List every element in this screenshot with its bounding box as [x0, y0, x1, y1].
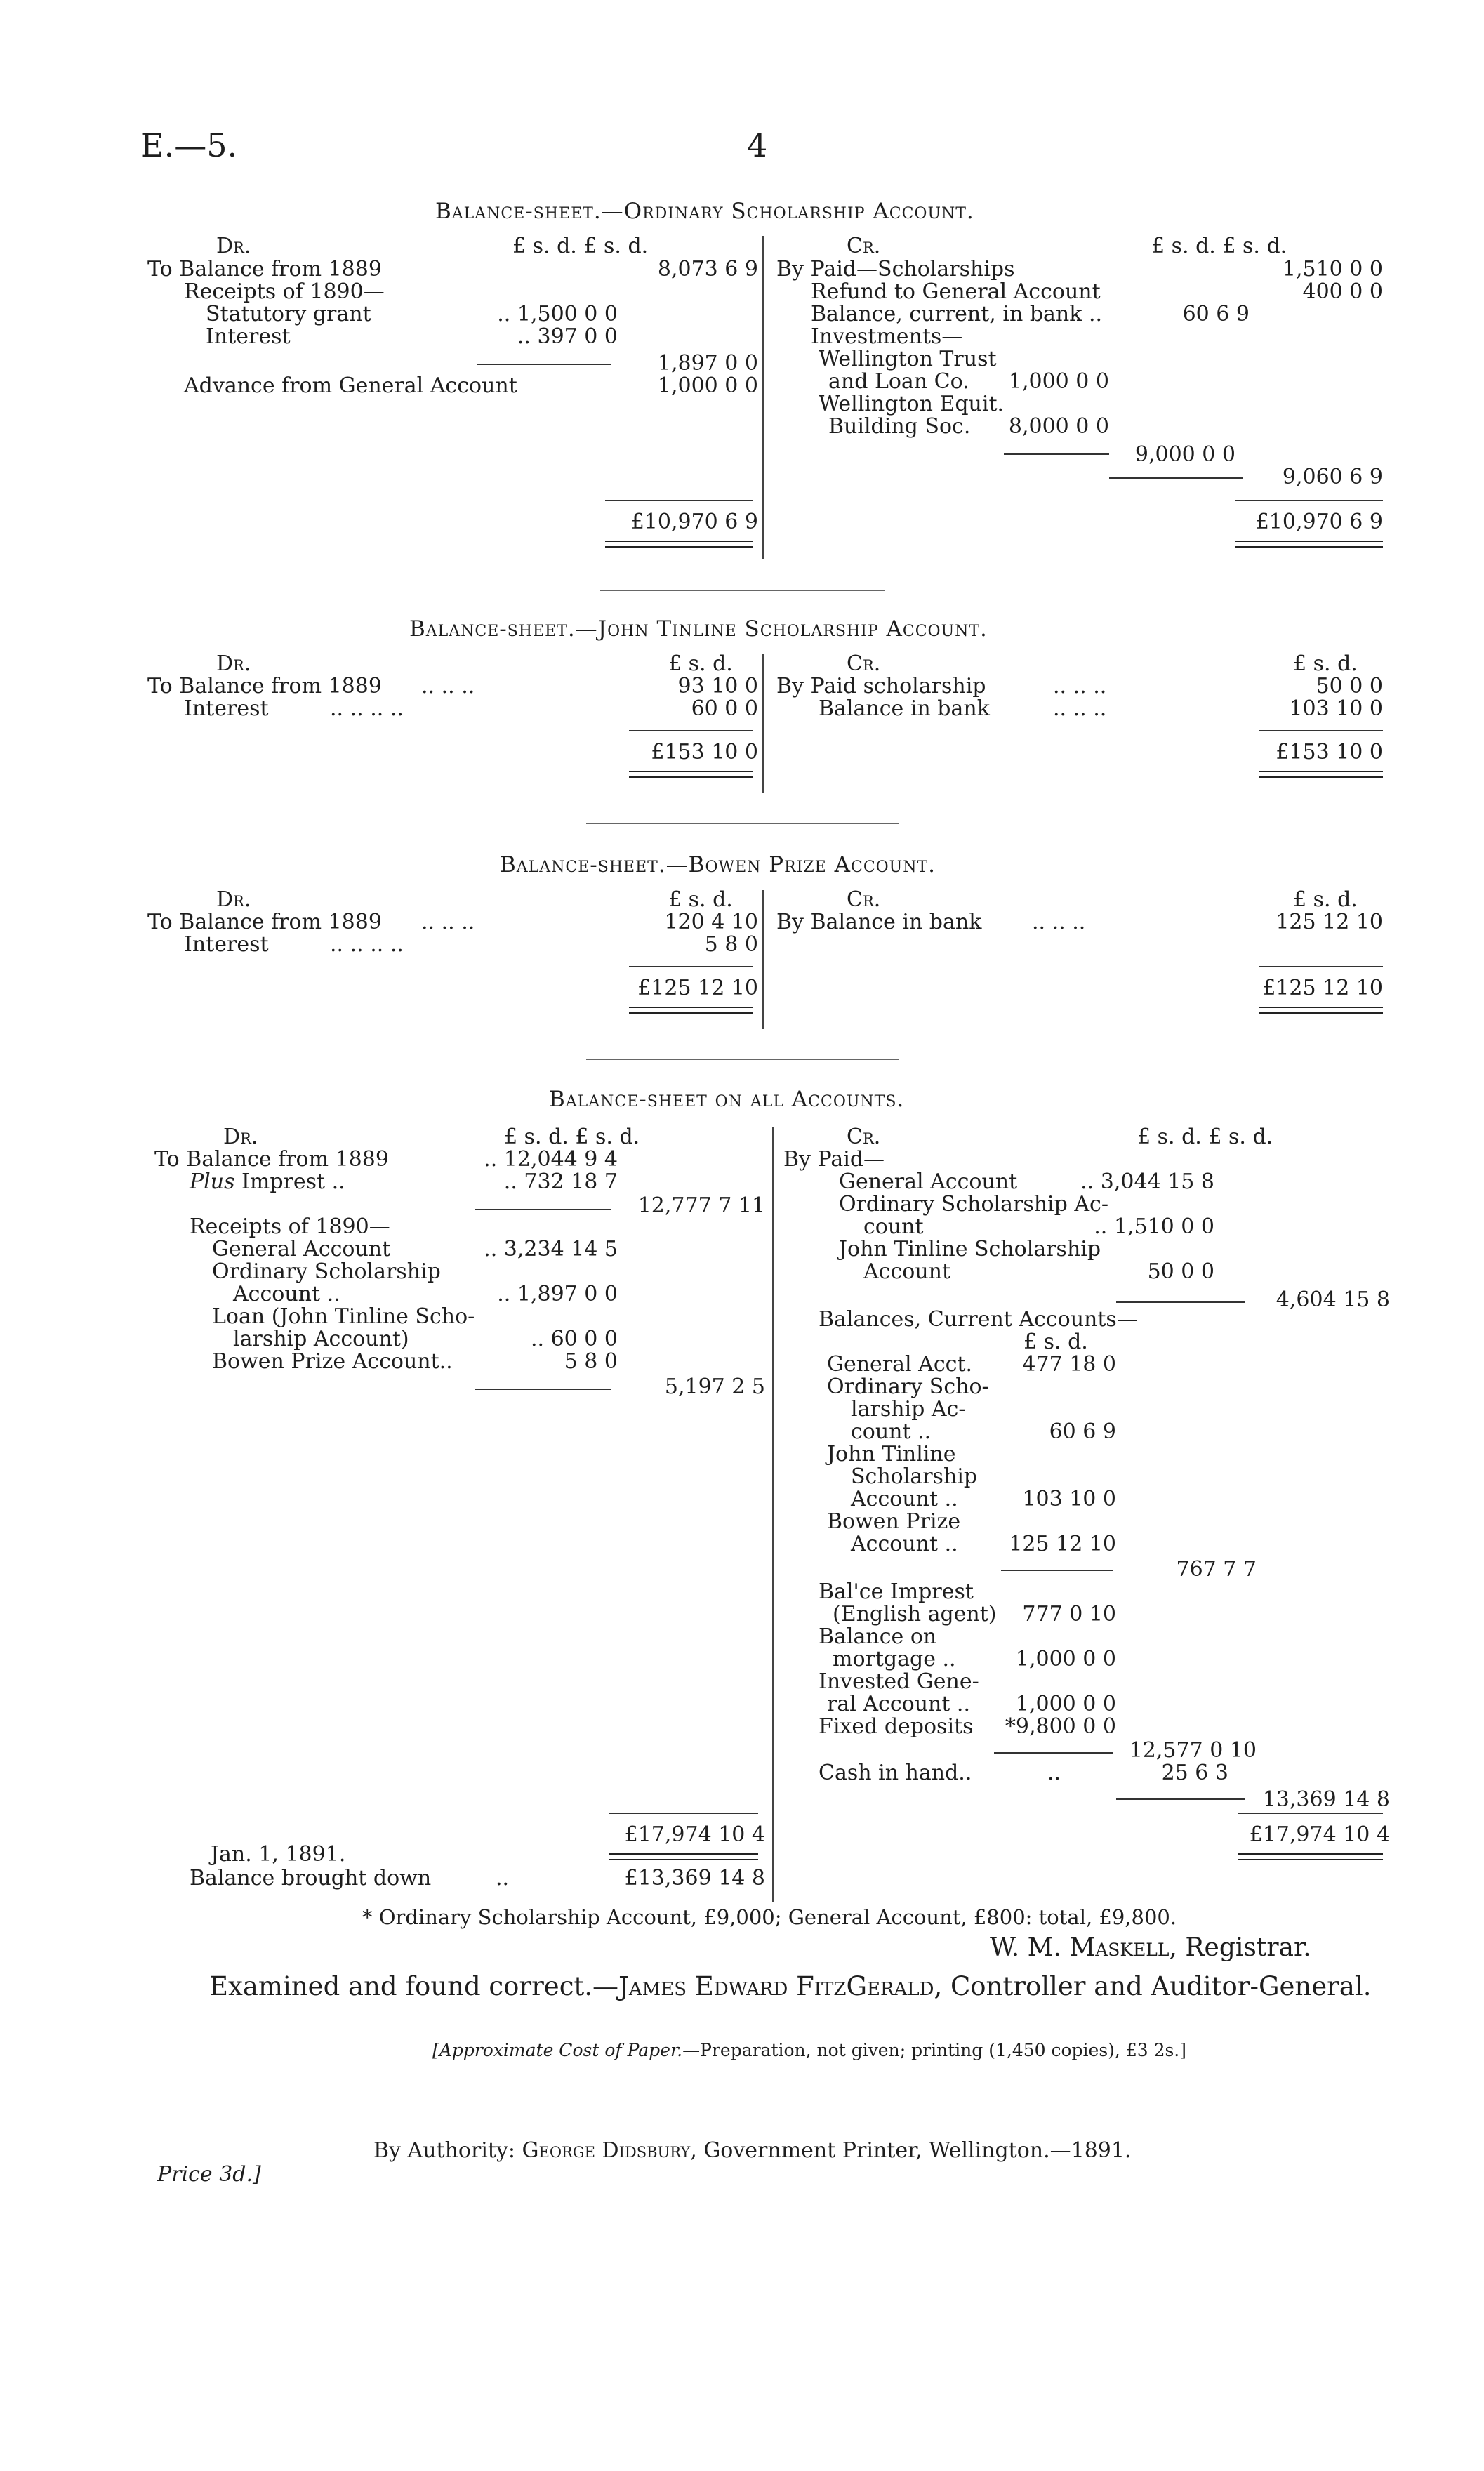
all-c1: General Acct.	[827, 1352, 973, 1377]
tinline-l2-dots: .. .. .. ..	[330, 696, 404, 721]
all-d8: Cash in hand..	[819, 1761, 972, 1785]
all-c4: count ..	[851, 1419, 932, 1444]
all-a2-value: .. 732 18 7	[503, 1170, 618, 1194]
all-b6-rule	[1116, 1301, 1245, 1303]
all-b4-value: .. 1,510 0 0	[1094, 1214, 1214, 1239]
tinline-dr-cols: £ s. d.	[668, 651, 733, 676]
ordinary-r2-value: 400 0 0	[1302, 279, 1383, 304]
all-a2-plus: Plus	[190, 1170, 235, 1194]
bowen-left-rule	[629, 966, 753, 967]
tinline-l1-value: 93 10 0	[677, 674, 758, 698]
tinline-l1: To Balance from 1889	[147, 674, 382, 698]
ordinary-invest-rule	[1004, 453, 1109, 455]
all-bbd: Balance brought down	[190, 1866, 432, 1890]
all-b4: count	[863, 1214, 924, 1239]
ordinary-dr-cols: £ s. d. £ s. d.	[512, 234, 649, 258]
all-b6: Account	[863, 1259, 951, 1284]
ordinary-r2: Refund to General Account	[811, 279, 1101, 304]
tinline-divider	[762, 654, 764, 793]
bowen-left-total: £125 12 10	[637, 976, 758, 1000]
all-c1-value: 477 18 0	[1022, 1352, 1116, 1377]
ordinary-right-total: £10,970 6 9	[1255, 510, 1383, 534]
bowen-l1-dots: .. .. ..	[421, 910, 475, 934]
bowen-cr-cols: £ s. d.	[1293, 887, 1358, 912]
ordinary-l4-value: .. 397 0 0	[517, 324, 618, 349]
all-right-rule	[1238, 1813, 1383, 1814]
bowen-l2-value: 5 8 0	[704, 932, 758, 957]
ordinary-left-rule	[605, 500, 753, 501]
all-b3: Ordinary Scholarship Ac-	[839, 1192, 1108, 1217]
page-number: 4	[747, 126, 768, 164]
registrar-initials: W. M.	[990, 1933, 1070, 1962]
tinline-r2-dots: .. .. ..	[1053, 696, 1107, 721]
all-right-double-rule	[1238, 1853, 1383, 1860]
ordinary-r1: By Paid—Scholarships	[776, 257, 1015, 281]
price: Price 3d.]	[157, 2162, 261, 2187]
ordinary-l4-total: 1,897 0 0	[657, 351, 758, 376]
ordinary-divider	[762, 236, 764, 559]
auditor-name: James Edward FitzGerald	[618, 1971, 934, 2001]
all-d8-rule	[1116, 1798, 1245, 1800]
all-d2-value: 777 0 10	[1022, 1602, 1116, 1627]
all-a1-value: .. 12,044 9 4	[484, 1147, 618, 1172]
section-separator	[600, 590, 885, 591]
printer-authority: By Authority:	[373, 2138, 522, 2163]
all-divider	[772, 1127, 774, 1902]
tinline-left-total: £153 10 0	[651, 740, 758, 764]
all-d7-value: *9,800 0 0	[1005, 1714, 1116, 1739]
ordinary-cr-cols: £ s. d. £ s. d.	[1151, 234, 1287, 258]
ordinary-l1-value: 8,073 6 9	[657, 257, 758, 281]
signature-line	[990, 1933, 1311, 1962]
cost-note-label: [Approximate Cost of Paper.	[432, 2040, 683, 2060]
ordinary-right-double-rule	[1235, 541, 1383, 548]
all-b2-value: .. 3,044 15 8	[1080, 1170, 1214, 1194]
bowen-cr: Cr.	[847, 887, 881, 912]
all-a7: Loan (John Tinline Scho-	[212, 1304, 475, 1329]
all-left-rule	[609, 1813, 758, 1814]
all-b7-cols: £ s. d.	[1023, 1330, 1088, 1354]
ordinary-left-double-rule	[605, 541, 753, 548]
all-d7: Fixed deposits	[819, 1714, 974, 1739]
ordinary-r8: Building Soc.	[828, 414, 971, 439]
bowen-r1: By Balance in bank	[776, 910, 982, 934]
all-a3: Receipts of 1890—	[190, 1214, 390, 1239]
all-bbd-value: £13,369 14 8	[624, 1866, 765, 1890]
all-c4-value: 60 6 9	[1049, 1419, 1116, 1444]
all-dr-cols: £ s. d. £ s. d.	[504, 1125, 640, 1149]
ordinary-r6: and Loan Co.	[828, 369, 969, 394]
tinline-r1: By Paid scholarship	[776, 674, 986, 698]
all-a6-value: .. 1,897 0 0	[497, 1282, 618, 1306]
all-b7: Balances, Current Accounts—	[819, 1307, 1138, 1332]
ordinary-balance-rule	[1109, 477, 1243, 479]
ordinary-l3-value: .. 1,500 0 0	[497, 302, 618, 326]
all-cr-cols: £ s. d. £ s. d.	[1137, 1125, 1273, 1149]
all-c9-value: 125 12 10	[1009, 1532, 1116, 1556]
all-a9-total: 5,197 2 5	[664, 1374, 765, 1399]
ordinary-dr: Dr.	[216, 234, 251, 258]
all-c3: larship Ac-	[851, 1397, 966, 1422]
ordinary-r8-value: 8,000 0 0	[1008, 414, 1109, 439]
all-left-double-rule	[609, 1853, 758, 1860]
ordinary-r6-value: 1,000 0 0	[1008, 369, 1109, 394]
ordinary-cr: Cr.	[847, 234, 881, 258]
all-a9: Bowen Prize Account..	[212, 1349, 453, 1374]
all-d3: Balance on	[819, 1624, 937, 1649]
all-c6: Scholarship	[851, 1464, 978, 1489]
ordinary-l2: Receipts of 1890—	[184, 279, 385, 304]
all-left-total: £17,974 10 4	[624, 1822, 765, 1847]
all-title: Balance-sheet on all Accounts.	[549, 1087, 905, 1112]
printer-name: George Didsbury	[522, 2138, 691, 2163]
all-dr: Dr.	[223, 1125, 258, 1149]
all-d6: ral Account ..	[827, 1692, 970, 1716]
tinline-r2-value: 103 10 0	[1289, 696, 1383, 721]
ordinary-l4: Interest	[206, 324, 291, 349]
registrar-name: Maskell	[1069, 1933, 1170, 1962]
ordinary-right-rule	[1235, 500, 1383, 501]
all-b6-total: 4,604 15 8	[1276, 1287, 1390, 1312]
all-a6: Account ..	[233, 1282, 340, 1306]
printer-line	[373, 2138, 1132, 2163]
audit-text: Examined and found correct.—	[209, 1971, 619, 2001]
all-bbd-dots: ..	[496, 1866, 510, 1890]
all-c7-value: 103 10 0	[1022, 1487, 1116, 1511]
bowen-right-double-rule	[1259, 1007, 1383, 1014]
all-right-total: £17,974 10 4	[1249, 1822, 1390, 1847]
all-b1: By Paid—	[783, 1147, 885, 1172]
tinline-r2: Balance in bank	[819, 696, 990, 721]
ordinary-rule	[477, 364, 611, 365]
all-d4-value: 1,000 0 0	[1015, 1647, 1116, 1671]
tinline-right-total: £153 10 0	[1276, 740, 1383, 764]
all-d6-value: 1,000 0 0	[1015, 1692, 1116, 1716]
ordinary-r3: Balance, current, in bank ..	[811, 302, 1103, 326]
all-d5: Invested Gene-	[819, 1669, 979, 1694]
all-d8-total: 13,369 14 8	[1262, 1787, 1390, 1812]
tinline-cr-cols: £ s. d.	[1293, 651, 1358, 676]
ordinary-l1: To Balance from 1889	[147, 257, 382, 281]
all-d8-dots: ..	[1047, 1761, 1061, 1785]
tinline-right-rule	[1259, 730, 1383, 731]
ordinary-r7: Wellington Equit.	[819, 392, 1005, 416]
bowen-l2-dots: .. .. .. ..	[330, 932, 404, 957]
tinline-left-rule	[629, 730, 753, 731]
all-d1: Bal'ce Imprest	[819, 1579, 974, 1604]
section-separator	[586, 1059, 899, 1060]
bowen-left-double-rule	[629, 1007, 753, 1014]
bowen-divider	[762, 890, 764, 1029]
ordinary-l5-value: 1,000 0 0	[657, 373, 758, 398]
tinline-l2: Interest	[184, 696, 269, 721]
ordinary-left-total: £10,970 6 9	[630, 510, 758, 534]
all-a9-rule	[475, 1389, 611, 1390]
all-c9-total: 767 7 7	[1176, 1557, 1257, 1582]
all-a1: To Balance from 1889	[154, 1147, 389, 1172]
bowen-right-total: £125 12 10	[1262, 976, 1383, 1000]
all-a8-value: .. 60 0 0	[530, 1327, 618, 1351]
ordinary-title: Balance-sheet.—Ordinary Scholarship Account.	[435, 199, 974, 224]
section-separator	[586, 823, 899, 824]
tinline-l2-value: 60 0 0	[691, 696, 758, 721]
cost-note	[432, 2040, 1186, 2060]
all-c8: Bowen Prize	[827, 1509, 961, 1534]
all-a5: Ordinary Scholarship	[212, 1259, 441, 1284]
all-c2: Ordinary Scho-	[827, 1374, 989, 1399]
bowen-dr-cols: £ s. d.	[668, 887, 733, 912]
all-d4: mortgage ..	[833, 1647, 956, 1671]
footnote: * Ordinary Scholarship Account, £9,000; General Account, £800: total, £9,800.	[362, 1905, 1177, 1929]
bowen-l1: To Balance from 1889	[147, 910, 382, 934]
ordinary-l5: Advance from General Account	[184, 373, 517, 398]
ordinary-r4: Investments—	[811, 324, 963, 349]
tinline-r1-dots: .. .. ..	[1053, 674, 1107, 698]
cost-note-detail: —Preparation, not given; printing (1,450 copies), £3 2s.]	[682, 2040, 1187, 2060]
bowen-r1-value: 125 12 10	[1276, 910, 1383, 934]
printer-place: , Government Printer, Wellington.—1891.	[690, 2138, 1132, 2163]
ordinary-l3: Statutory grant	[206, 302, 371, 326]
tinline-l1-dots: .. .. ..	[421, 674, 475, 698]
bowen-dr: Dr.	[216, 887, 251, 912]
all-d2: (English agent)	[833, 1602, 997, 1627]
all-b5: John Tinline Scholarship	[839, 1237, 1101, 1261]
bowen-r1-dots: .. .. ..	[1032, 910, 1086, 934]
all-a4-value: .. 3,234 14 5	[484, 1237, 618, 1261]
ordinary-invest-total: 9,000 0 0	[1134, 442, 1235, 467]
auditor-role: , Controller and Auditor-General.	[934, 1971, 1372, 2001]
all-a4: General Account	[212, 1237, 391, 1261]
bowen-title: Balance-sheet.—Bowen Prize Account.	[500, 852, 936, 877]
all-a2-total: 12,777 7 11	[637, 1193, 765, 1218]
tinline-cr: Cr.	[847, 651, 881, 676]
all-a2	[190, 1170, 345, 1194]
all-b6-value: 50 0 0	[1147, 1259, 1214, 1284]
tinline-title: Balance-sheet.—John Tinline Scholarship Account.	[409, 616, 988, 642]
audit-statement	[209, 1971, 1372, 2001]
all-a8: larship Account)	[233, 1327, 409, 1351]
all-d7-total: 12,577 0 10	[1129, 1738, 1257, 1763]
bowen-l2: Interest	[184, 932, 269, 957]
ordinary-r3-value: 60 6 9	[1182, 302, 1250, 326]
ordinary-r5: Wellington Trust	[819, 347, 997, 371]
tinline-left-double-rule	[629, 771, 753, 778]
all-c9: Account ..	[851, 1532, 958, 1556]
tinline-dr: Dr.	[216, 651, 251, 676]
ordinary-balance-total: 9,060 6 9	[1282, 465, 1383, 489]
ordinary-r1-value: 1,510 0 0	[1282, 257, 1383, 281]
all-a2-label: Imprest ..	[234, 1170, 345, 1194]
bowen-right-rule	[1259, 966, 1383, 967]
registrar-role: , Registrar.	[1169, 1933, 1311, 1962]
bowen-l1-value: 120 4 10	[664, 910, 758, 934]
tinline-right-double-rule	[1259, 771, 1383, 778]
all-d8-value: 25 6 3	[1161, 1761, 1228, 1785]
document-reference: E.—5.	[140, 126, 238, 164]
all-b2: General Account	[839, 1170, 1018, 1194]
all-date: Jan. 1, 1891.	[211, 1842, 346, 1867]
all-cr: Cr.	[847, 1125, 881, 1149]
tinline-r1-value: 50 0 0	[1316, 674, 1383, 698]
all-a2-rule	[475, 1209, 611, 1210]
all-c7: Account ..	[851, 1487, 958, 1511]
all-a9-value: 5 8 0	[564, 1349, 618, 1374]
all-c5: John Tinline	[827, 1442, 956, 1466]
